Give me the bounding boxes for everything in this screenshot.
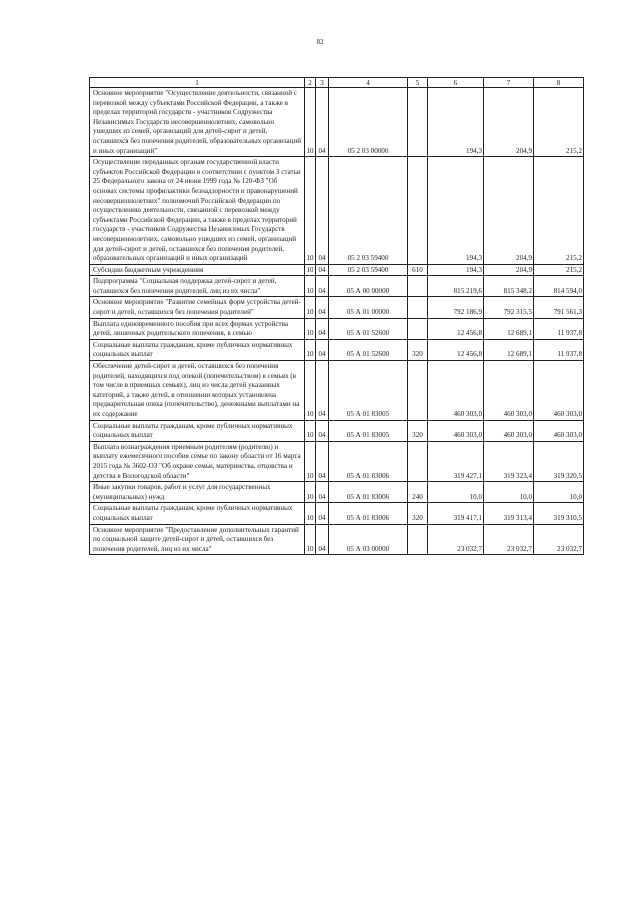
row-amount-year-2: 460 303,0: [484, 361, 534, 421]
table-row: [90, 524, 584, 555]
row-amount-year-2: 12 689,1: [484, 339, 534, 360]
budget-table: [89, 77, 584, 555]
row-subsection-code: 04: [316, 524, 329, 555]
row-target-article-code: 05 А 01 83006: [329, 441, 408, 481]
table-row: [90, 157, 584, 265]
row-section-code: 10: [305, 88, 316, 157]
row-expense-type-code: [408, 276, 428, 297]
column-header-year-3: 8: [534, 78, 584, 88]
column-header-expense-type: 5: [408, 78, 428, 88]
row-amount-year-2: 319 313,4: [484, 503, 534, 524]
row-name: Субсидии бюджетным учреждениям: [90, 264, 305, 276]
row-amount-year-1: 194,3: [428, 264, 484, 276]
row-name: Социальные выплаты гражданам, кроме публичных нормативных социальных выплат: [90, 503, 305, 524]
row-amount-year-2: 10,0: [484, 482, 534, 503]
row-section-code: 10: [305, 339, 316, 360]
row-name: Выплата единовременного пособия при всех формах устройства детей, лишенных родительского попечения, в семью: [90, 318, 305, 339]
row-expense-type-code: 610: [408, 264, 428, 276]
row-name: Обеспечение детей-сирот и детей, оставшихся без попечения родителей, находящихся под опекой (попечительством) в семьях (в том числе в приемных семьях), лиц из числа детей указанных категорий, а также детей, в отношении которых установлена предварительная опека (попечительство), денежными выплатами на их содержание: [90, 361, 305, 421]
table-row: [90, 276, 584, 297]
row-amount-year-1: 12 456,8: [428, 318, 484, 339]
row-section-code: 10: [305, 318, 316, 339]
row-amount-year-1: 319 417,1: [428, 503, 484, 524]
table-row: [90, 361, 584, 421]
row-name: Социальные выплаты гражданам, кроме публичных нормативных социальных выплат: [90, 420, 305, 441]
row-expense-type-code: [408, 524, 428, 555]
row-amount-year-2: 204,9: [484, 264, 534, 276]
row-expense-type-code: [408, 441, 428, 481]
row-amount-year-3: 11 937,8: [534, 339, 584, 360]
table-row: [90, 88, 584, 157]
row-section-code: 10: [305, 420, 316, 441]
row-amount-year-1: 460 303,0: [428, 361, 484, 421]
row-amount-year-1: 815 219,6: [428, 276, 484, 297]
row-name: Социальные выплаты гражданам, кроме публичных нормативных социальных выплат: [90, 339, 305, 360]
table-row: [90, 297, 584, 318]
row-amount-year-3: 215,2: [534, 264, 584, 276]
row-section-code: 10: [305, 524, 316, 555]
row-target-article-code: 05 2 03 59400: [329, 264, 408, 276]
table-row: [90, 339, 584, 360]
row-section-code: 10: [305, 276, 316, 297]
row-amount-year-3: 319 310,5: [534, 503, 584, 524]
row-subsection-code: 04: [316, 264, 329, 276]
row-amount-year-1: 460 303,0: [428, 420, 484, 441]
table-row: [90, 441, 584, 481]
row-expense-type-code: 320: [408, 503, 428, 524]
column-header-section: 2: [305, 78, 316, 88]
row-target-article-code: 05 2 03 59400: [329, 157, 408, 265]
row-amount-year-3: 791 561,3: [534, 297, 584, 318]
table-row: [90, 264, 584, 276]
row-amount-year-1: 10,0: [428, 482, 484, 503]
row-amount-year-3: 11 937,8: [534, 318, 584, 339]
row-target-article-code: 05 А 01 83005: [329, 361, 408, 421]
row-amount-year-1: 792 186,9: [428, 297, 484, 318]
row-name: Осуществление переданных органам государственной власти субъектов Российской Федерации в соответствии с пунктом 3 статьи 25 Федерального закона от 24 июня 1999 года № 120-ФЗ "Об основах системы профилактики безнадзорности и правонарушений несовершеннолетних" полномочий Российской Федерации по осуществлению деятельности, связанной с перевозкой между субъектами Российской Федерации, а также в пределах территорий государств - участников Содружества Независимых Государств несовершеннолетних, самовольно ушедших из семей, организаций для детей-сирот и детей, оставшихся без попечения родителей, образовательных организаций и иных организаций: [90, 157, 305, 265]
row-section-code: 10: [305, 297, 316, 318]
row-section-code: 10: [305, 503, 316, 524]
row-target-article-code: 05 2 03 00000: [329, 88, 408, 157]
row-amount-year-3: 10,0: [534, 482, 584, 503]
row-amount-year-1: 194,3: [428, 157, 484, 265]
table-row: [90, 420, 584, 441]
table-row: [90, 503, 584, 524]
table-row: [90, 318, 584, 339]
row-subsection-code: 04: [316, 339, 329, 360]
row-amount-year-2: 319 323,4: [484, 441, 534, 481]
row-expense-type-code: [408, 361, 428, 421]
row-amount-year-3: 319 320,5: [534, 441, 584, 481]
column-header-year-2: 7: [484, 78, 534, 88]
row-expense-type-code: 320: [408, 339, 428, 360]
row-amount-year-1: 194,3: [428, 88, 484, 157]
row-target-article-code: 05 А 01 00000: [329, 297, 408, 318]
row-subsection-code: 04: [316, 318, 329, 339]
table-row: [90, 482, 584, 503]
row-subsection-code: 04: [316, 157, 329, 265]
page-number: 82: [316, 38, 324, 46]
row-section-code: 10: [305, 361, 316, 421]
row-amount-year-3: 460 303,0: [534, 420, 584, 441]
row-amount-year-3: 215,2: [534, 88, 584, 157]
row-amount-year-2: 204,9: [484, 88, 534, 157]
row-amount-year-2: 204,9: [484, 157, 534, 265]
row-amount-year-1: 319 427,1: [428, 441, 484, 481]
row-amount-year-2: 792 315,5: [484, 297, 534, 318]
row-amount-year-1: 23 032,7: [428, 524, 484, 555]
row-amount-year-2: 23 032,7: [484, 524, 534, 555]
row-name: Основное мероприятие "Развитие семейных форм устройства детей-сирот и детей, оставшихся без попечения родителей": [90, 297, 305, 318]
row-name: Иные закупки товаров, работ и услуг для государственных (муниципальных) нужд: [90, 482, 305, 503]
row-name: Подпрограмма "Социальная поддержка детей-сирот и детей, оставшихся без попечения родителей, лиц из их числа": [90, 276, 305, 297]
row-target-article-code: 05 А 00 00000: [329, 276, 408, 297]
row-target-article-code: 05 А 01 83006: [329, 503, 408, 524]
row-amount-year-3: 460 303,0: [534, 361, 584, 421]
row-expense-type-code: 240: [408, 482, 428, 503]
column-header-subsection: 3: [316, 78, 329, 88]
row-expense-type-code: [408, 88, 428, 157]
row-target-article-code: 05 А 01 83005: [329, 420, 408, 441]
row-expense-type-code: 320: [408, 420, 428, 441]
row-subsection-code: 04: [316, 482, 329, 503]
row-target-article-code: 05 А 03 00000: [329, 524, 408, 555]
row-amount-year-1: 12 456,8: [428, 339, 484, 360]
row-amount-year-3: 23 032,7: [534, 524, 584, 555]
row-subsection-code: 04: [316, 503, 329, 524]
row-expense-type-code: [408, 318, 428, 339]
column-header-name: 1: [90, 78, 305, 88]
row-amount-year-3: 215,2: [534, 157, 584, 265]
row-name: Выплата вознаграждения приемным родителям (родителю) и выплату ежемесячного пособия семье по закону области от 16 марта 2015 года № 3602-ОЗ "Об охране семьи, материнства, отцовства и детства в Вологодской области": [90, 441, 305, 481]
column-header-target-article: 4: [329, 78, 408, 88]
table-header-row: [90, 78, 584, 88]
row-subsection-code: 04: [316, 88, 329, 157]
row-section-code: 10: [305, 482, 316, 503]
row-subsection-code: 04: [316, 361, 329, 421]
row-subsection-code: 04: [316, 297, 329, 318]
column-header-year-1: 6: [428, 78, 484, 88]
row-section-code: 10: [305, 157, 316, 265]
row-expense-type-code: [408, 297, 428, 318]
row-expense-type-code: [408, 157, 428, 265]
row-target-article-code: 05 А 01 83006: [329, 482, 408, 503]
row-name: Основное мероприятие "Предоставление дополнительных гарантий по социальной защите детей-сирот и детей, оставшихся без попечения родителей, лиц из их числа": [90, 524, 305, 555]
row-subsection-code: 04: [316, 420, 329, 441]
row-subsection-code: 04: [316, 276, 329, 297]
row-name: Основное мероприятие "Осуществление деятельности, связанной с перевозкой между субъектами Российской Федерации, а также в пределах территорий государств - участников Содружества Независимых Государств несовершеннолетних, самовольно ушедших из семей, организаций для детей-сирот и детей, оставшихся без попечения родителей, образовательных организаций и иных организаций": [90, 88, 305, 157]
row-amount-year-2: 460 303,0: [484, 420, 534, 441]
row-subsection-code: 04: [316, 441, 329, 481]
row-amount-year-2: 12 689,1: [484, 318, 534, 339]
row-amount-year-3: 814 594,0: [534, 276, 584, 297]
row-section-code: 10: [305, 264, 316, 276]
row-section-code: 10: [305, 441, 316, 481]
row-amount-year-2: 815 348,2: [484, 276, 534, 297]
row-target-article-code: 05 А 01 52600: [329, 339, 408, 360]
row-target-article-code: 05 А 01 52600: [329, 318, 408, 339]
